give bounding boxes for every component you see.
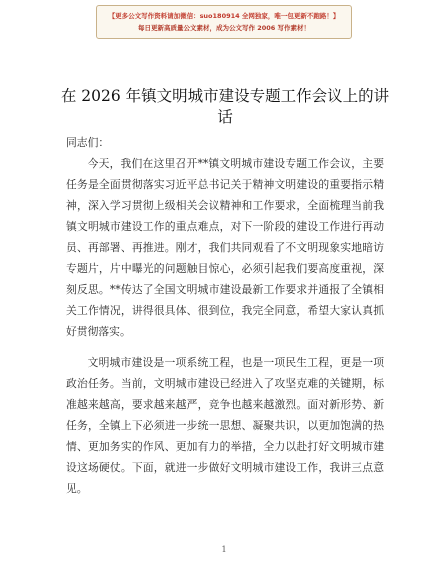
paragraph: 文明城市建设是一项系统工程，也是一项民生工程，更是一项政治任务。当前，文明城市建设已经进入了攻坚克难的关键期，标准越来越高，要求越来越严，竞争也越来越激烈。面对新形势、新任务，全镇上下必须进一步统一思想、凝聚共识，以更加饱满的热情、更加务实的作风、更加有力的举措，全力以赴打好文明城市建设这场硬仗。下面，就进一步做好文明城市建设工作，我讲三点意见。: [66, 356, 384, 495]
paragraph: 今天，我们在这里召开**镇文明城市建设专题工作会议，主要任务是全面贯彻落实习近平总书记关于精神文明建设的重要指示精神，深入学习贯彻上级相关会议精神和工作要求，全面梳理当前我镇文明城市建设工作的重点难点，对下一阶段的建设工作进行再动员、再部署、再推进。刚才，我们共同观看了不文明现象实地暗访专题片，片中曝光的问题触目惊心，必须引起我们要高度重视，深刻反思。**传达了全国文明城市建设最新工作要求并通报了全镇相关工作情况，讲得很具体、很到位，我完全同意，希望大家认真抓好贯彻落实。: [66, 157, 384, 338]
document-body: [66, 132, 384, 499]
promo-banner: [96, 5, 352, 39]
document-title: 在 2026 年镇文明城市建设专题工作会议上的讲话: [60, 87, 390, 126]
page-number: 1: [221, 545, 227, 554]
promo-banner-line-1: 【更多公文写作资料请加微信：suo180914 全网独家，唯一包更新不跑路！】: [108, 12, 340, 20]
promo-banner-line-2: 每日更新高质量公文素材，成为公文写作 2006 写作素材！: [137, 24, 311, 32]
salutation: 同志们：: [66, 136, 110, 149]
